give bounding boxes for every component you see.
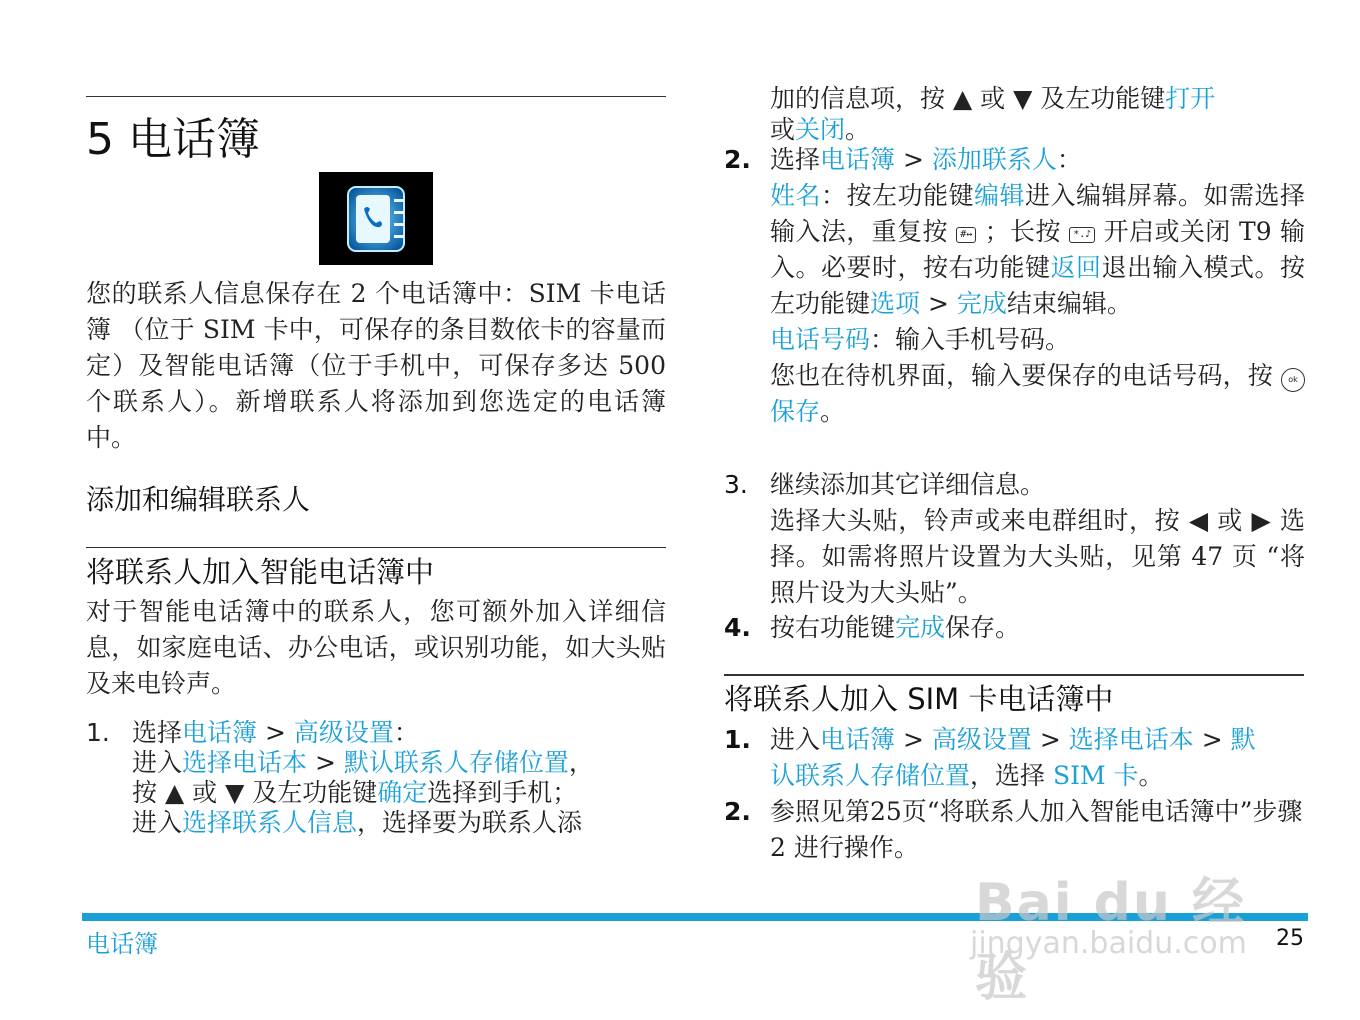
ok-key-icon: ok (1281, 368, 1305, 392)
field-name-label: 姓名 (770, 181, 821, 210)
step1-line3: 按 ▲ 或 ▼ 及左功能键确定选择到手机； (132, 778, 578, 807)
step1-line4: 进入选择联系人信息，选择要为联系人添 (132, 808, 583, 837)
menu-link-select-phonebook[interactable]: 选择电话本 (182, 748, 308, 777)
menu-link-done[interactable]: 完成 (895, 613, 946, 642)
menu-link-confirm[interactable]: 确定 (377, 778, 428, 807)
smart-step-3 (770, 467, 1305, 611)
menu-link-phonebook[interactable]: 电话簿 (820, 145, 896, 174)
step1-line1: 选择电话簿 > 高级设置： (132, 718, 419, 747)
step-number: 3. (724, 470, 748, 499)
sim-step-2: 参照见第25页“将联系人加入智能电话簿中”步骤 2 进行操作。 (770, 797, 1303, 862)
baidu-watermark (970, 840, 1280, 1008)
step-number: 1. (86, 718, 110, 747)
menu-link-add-contact[interactable]: 添加联系人 (931, 145, 1057, 174)
menu-link-phonebook[interactable]: 电话簿 (820, 725, 896, 754)
smart-section-rule (86, 547, 666, 548)
footer-section-label: 电话簿 (86, 930, 158, 958)
menu-link-edit[interactable]: 编辑 (973, 181, 1025, 210)
intro-paragraph: 您的联系人信息保存在 2 个电话簿中：SIM 卡电话簿 （位于 SIM 卡中，可保存的条目数依卡的容量而定）及智能电话簿（位于手机中，可保存多达 500 个联系人）。新增联系人将添加到您选定的电话簿中。 (86, 279, 666, 452)
smart-phonebook-description: 对于智能电话簿中的联系人，您可额外加入详细信息，如家庭电话、办公电话，或识别功能，如大头贴及来电铃声。 (86, 597, 666, 698)
hash-key-icon: #↔ (956, 227, 976, 243)
step-number: 2. (724, 797, 751, 826)
menu-link-advanced-settings[interactable]: 高级设置 (931, 725, 1032, 754)
menu-link-default-storage-start[interactable]: 默 (1230, 725, 1256, 754)
smart-step-1-continued: 加的信息项，按 ▲ 或 ▼ 及左功能键打开 或关闭。 (770, 84, 1216, 144)
watermark-brand: Bai du 经验 (975, 873, 1246, 1008)
menu-link-open[interactable]: 打开 (1165, 84, 1216, 113)
menu-link-options[interactable]: 选项 (870, 289, 921, 318)
sim-step-1: 进入电话簿 > 高级设置 > 选择电话本 > 默 认联系人存储位置，选择 SIM 卡。 (770, 725, 1256, 790)
smart-step-2: 选择电话簿 > 添加联系人： 姓名：按左功能键编辑进入编辑屏幕。如需选择输入法，重复按 #↔ ；长按 *.♪ 开启或关闭 T9 输入。必要时，按右功能键返回退出输入模式。按左功能键选项 > 完成结束编辑。 电话号码：输入手机号码。 您也在待机界面，输入要保存的电话号码，按 ok 保存。 (770, 145, 1305, 426)
sim-section-rule (724, 674, 1304, 676)
menu-link-advanced-settings[interactable]: 高级设置 (293, 718, 394, 747)
star-key-icon: *.♪ (1069, 227, 1095, 243)
menu-link-select-phonebook[interactable]: 选择电话本 (1068, 725, 1194, 754)
field-phone-label: 电话号码 (770, 325, 871, 354)
menu-link-close[interactable]: 关闭 (795, 115, 846, 144)
sim-phonebook-heading: 将联系人加入 SIM 卡电话簿中 (724, 682, 1114, 716)
chapter-top-rule (86, 96, 666, 97)
menu-link-select-contact-info[interactable]: 选择联系人信息 (182, 808, 358, 837)
menu-link-phonebook[interactable]: 电话簿 (182, 718, 258, 747)
smart-step-1 (86, 718, 666, 838)
step3-line1: 继续添加其它详细信息。 (770, 470, 1046, 499)
step3-detail: 选择大头贴，铃声或来电群组时，按 ◀ 或 ▶ 选择。如需将照片设置为大头贴，见第 47 页 “将照片设为大头贴”。 (770, 506, 1305, 607)
step1-line2: 进入选择电话本 > 默认联系人存储位置， (132, 748, 594, 777)
phonebook-icon (319, 172, 433, 265)
menu-link-default-storage-end[interactable]: 认联系人存储位置 (770, 761, 971, 790)
chapter-title: 5 电话簿 (86, 114, 260, 165)
section-heading: 添加和编辑联系人 (86, 483, 311, 516)
menu-link-back[interactable]: 返回 (1050, 253, 1102, 282)
smart-phonebook-heading: 将联系人加入智能电话簿中 (86, 555, 435, 589)
smart-step-4: 按右功能键完成保存。 (770, 613, 1021, 642)
menu-link-sim-card[interactable]: SIM 卡 (1052, 761, 1139, 790)
step-number: 4. (724, 613, 751, 642)
step-number: 1. (724, 725, 751, 754)
menu-link-default-storage[interactable]: 默认联系人存储位置 (343, 748, 569, 777)
step-number: 2. (724, 145, 751, 174)
menu-link-save[interactable]: 保存 (770, 397, 821, 426)
page-number: 25 (1276, 926, 1304, 951)
menu-link-done[interactable]: 完成 (956, 289, 1007, 318)
watermark-url: jingyan.baidu.com (970, 926, 1247, 961)
